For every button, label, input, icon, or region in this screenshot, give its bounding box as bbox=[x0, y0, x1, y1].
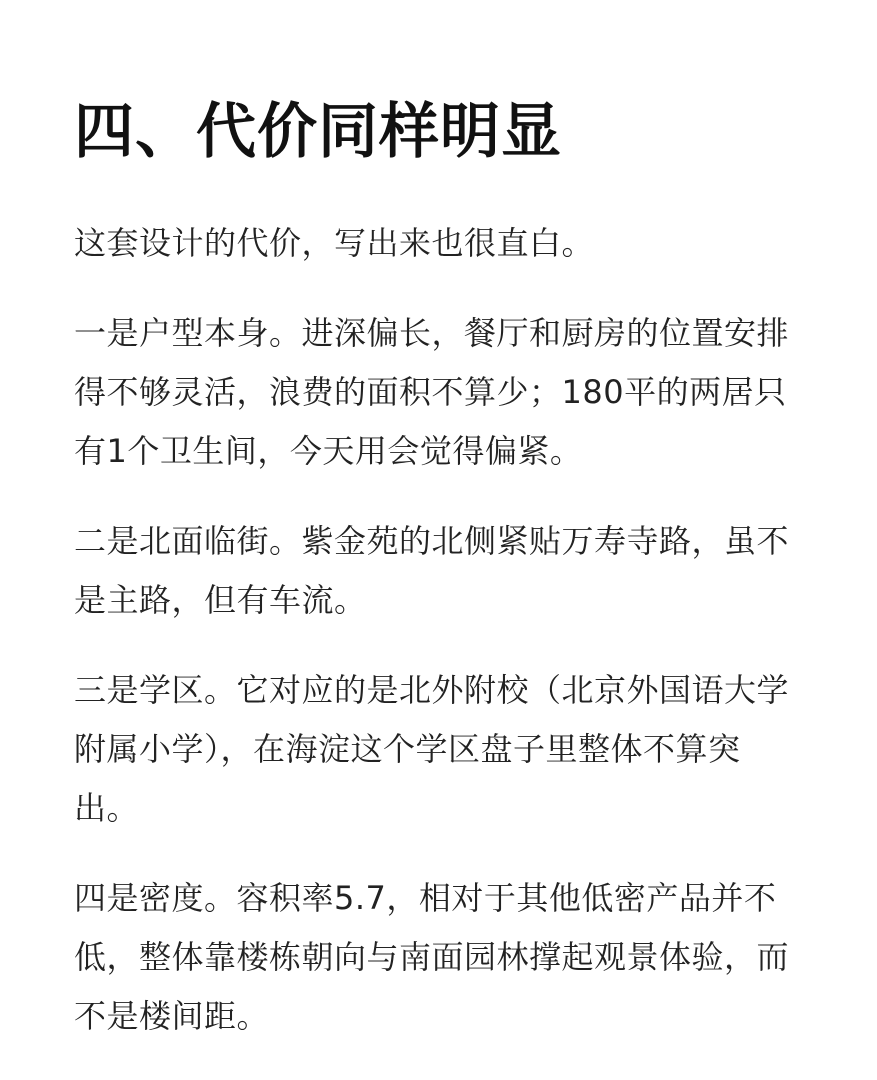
paragraph-street-facing bbox=[74, 512, 809, 630]
paragraph-line: 不是楼间距。 bbox=[74, 997, 270, 1035]
paragraph-line: 附属小学），在海淀这个学区盘子里整体不算突 bbox=[74, 730, 741, 768]
paragraph-line: 低，整体靠楼栋朝向与南面园林撑起观景体验，而 bbox=[74, 938, 790, 976]
paragraph-line: 这套设计的代价，写出来也很直白。 bbox=[74, 224, 595, 262]
paragraph-line: 四是密度。容积率5.7，相对于其他低密产品并不 bbox=[74, 879, 777, 917]
paragraph-line: 出。 bbox=[74, 789, 140, 827]
paragraph-line: 有1个卫生间，今天用会觉得偏紧。 bbox=[74, 432, 583, 470]
paragraph-line: 是主路，但有车流。 bbox=[74, 581, 367, 619]
paragraph-school-district bbox=[74, 661, 809, 838]
paragraph-floor-plan bbox=[74, 304, 809, 481]
section-heading: 四、代价同样明显 bbox=[74, 97, 562, 167]
paragraph-line: 三是学区。它对应的是北外附校（北京外国语大学 bbox=[74, 671, 790, 709]
paragraph-line: 一是户型本身。进深偏长，餐厅和厨房的位置安排 bbox=[74, 314, 790, 352]
paragraph-intro bbox=[74, 214, 809, 273]
paragraph-line: 得不够灵活，浪费的面积不算少；180平的两居只 bbox=[74, 373, 787, 411]
paragraph-line: 二是北面临街。紫金苑的北侧紧贴万寿寺路，虽不 bbox=[74, 522, 790, 560]
paragraph-density bbox=[74, 869, 809, 1046]
article bbox=[74, 96, 809, 1046]
